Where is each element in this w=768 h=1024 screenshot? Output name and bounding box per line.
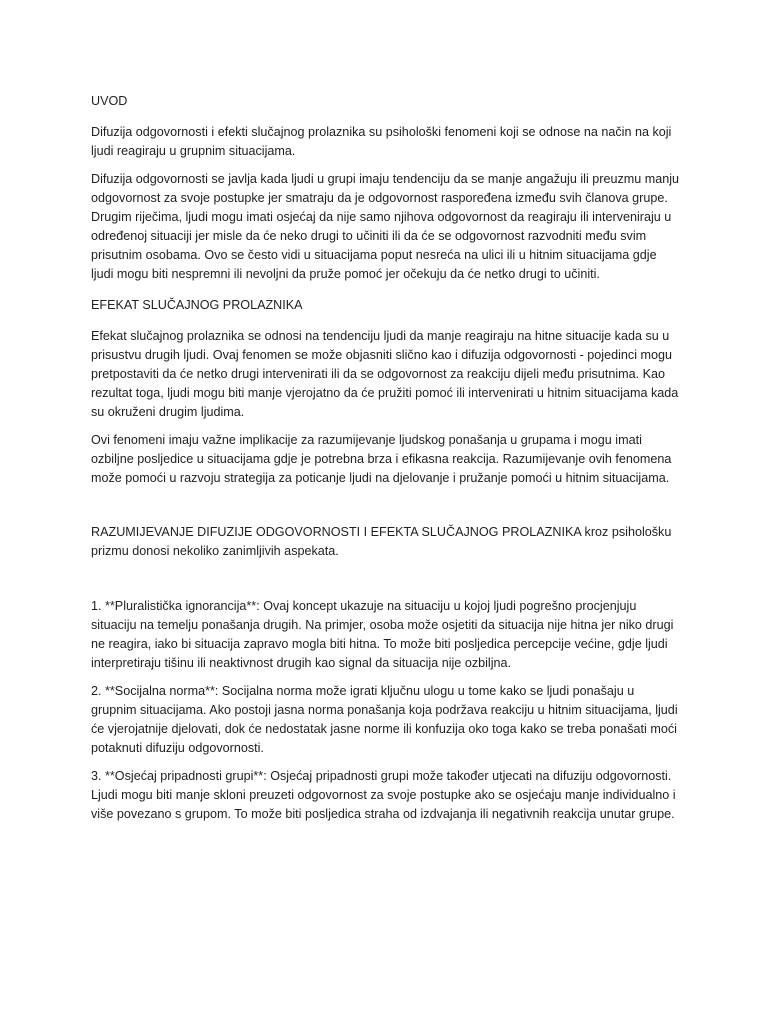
paragraph-fenomeni: Ovi fenomeni imaju važne implikacije za razumijevanje ljudskog ponašanja u grupama i mogu imati ozbiljne posljedice u situacijama gdje je potrebna brza i efikasna reakcija. Razumijevanje ovih fenomena može pomoći u razvoju strategija za poticanje ljudi na djelovanje i pružanje pomoći u hitnim situacijama. bbox=[91, 433, 672, 485]
heading-uvod: UVOD bbox=[91, 94, 128, 108]
paragraph-efekat: Efekat slučajnog prolaznika se odnosi na tendenciju ljudi da manje reagiraju na hitne situacije kada su u prisustvu drugih ljudi. Ovaj fenomen se može objasniti slično kao i difuzija odgovornosti - pojedinci mogu pretpostaviti da će netko drugi intervenirati ili da se odgovornost za reakciju dijeli među prisutnima. Kao rezultat toga, ljudi mogu biti manje vjerojatno da će pružiti pomoć ili intervenirati u hitnim situacijama kada su okruženi drugim ljudima. bbox=[91, 329, 679, 419]
paragraph-razumijevanje: RAZUMIJEVANJE DIFUZIJE ODGOVORNOSTI I EFEKTA SLUČAJNOG PROLAZNIKA kroz psihološku prizmu donosi nekoliko zanimljivih aspekata. bbox=[91, 525, 672, 558]
list-item-socijalna-norma: 2. **Socijalna norma**: Socijalna norma može igrati ključnu ulogu u tome kako se ljudi ponašaju u grupnim situacijama. Ako postoji jasna norma ponašanja koja podržava reakciju u hitnim situacijama, ljudi će vjerojatnije djelovati, dok će nedostatak jasne norme ili konfuzija oko toga kako se treba ponašati moći potaknuti difuziju odgovornosti. bbox=[91, 684, 678, 755]
heading-efekat: EFEKAT SLUČAJNOG PROLAZNIKA bbox=[91, 298, 303, 312]
paragraph-difuzija: Difuzija odgovornosti se javlja kada ljudi u grupi imaju tendenciju da se manje angažuju ili preuzmu manju odgovornost za svoje postupke jer smatraju da je odgovornost raspoređena između svih članova grupe. Drugim riječima, ljudi mogu imati osjećaj da nije samo njihova odgovornost da reagiraju ili interveniraju u određenoj situaciji jer misle da će neko drugi to učiniti ili da će se odgovornost razvodniti među svim prisutnim osobama. Ovo se često vidi u situacijama poput nesreća na ulici ili u hitnim situacijama gdje ljudi mogu biti nespremni ili nevoljni da pruže pomoć jer očekuju da će netko drugi to učiniti. bbox=[91, 172, 680, 281]
document-body bbox=[91, 92, 681, 824]
paragraph-intro: Difuzija odgovornosti i efekti slučajnog prolaznika su psihološki fenomeni koji se odnose na način na koji ljudi reagiraju u grupnim situacijama. bbox=[91, 125, 672, 158]
list-item-pluralisticka: 1. **Pluralistička ignorancija**: Ovaj koncept ukazuje na situaciju u kojoj ljudi pogrešno procjenjuju situaciju na temelju ponašanja drugih. Na primjer, osoba može osjetiti da situacija nije hitna jer niko drugi ne reagira, iako bi situacija zapravo mogla biti hitna. To može biti posljedica percepcije većine, gdje ljudi interpretiraju tišinu ili neaktivnost drugih kao signal da situacija nije ozbiljna. bbox=[91, 599, 674, 670]
list-item-pripadnost: 3. **Osjećaj pripadnosti grupi**: Osjećaj pripadnosti grupi može također utjecati na difuziju odgovornosti. Ljudi mogu biti manje skloni preuzeti odgovornost za svoje postupke ako se osjećaju manje individualno i više povezano s grupom. To može biti posljedica straha od izdvajanja ili negativnih reakcija unutar grupe. bbox=[91, 769, 676, 821]
